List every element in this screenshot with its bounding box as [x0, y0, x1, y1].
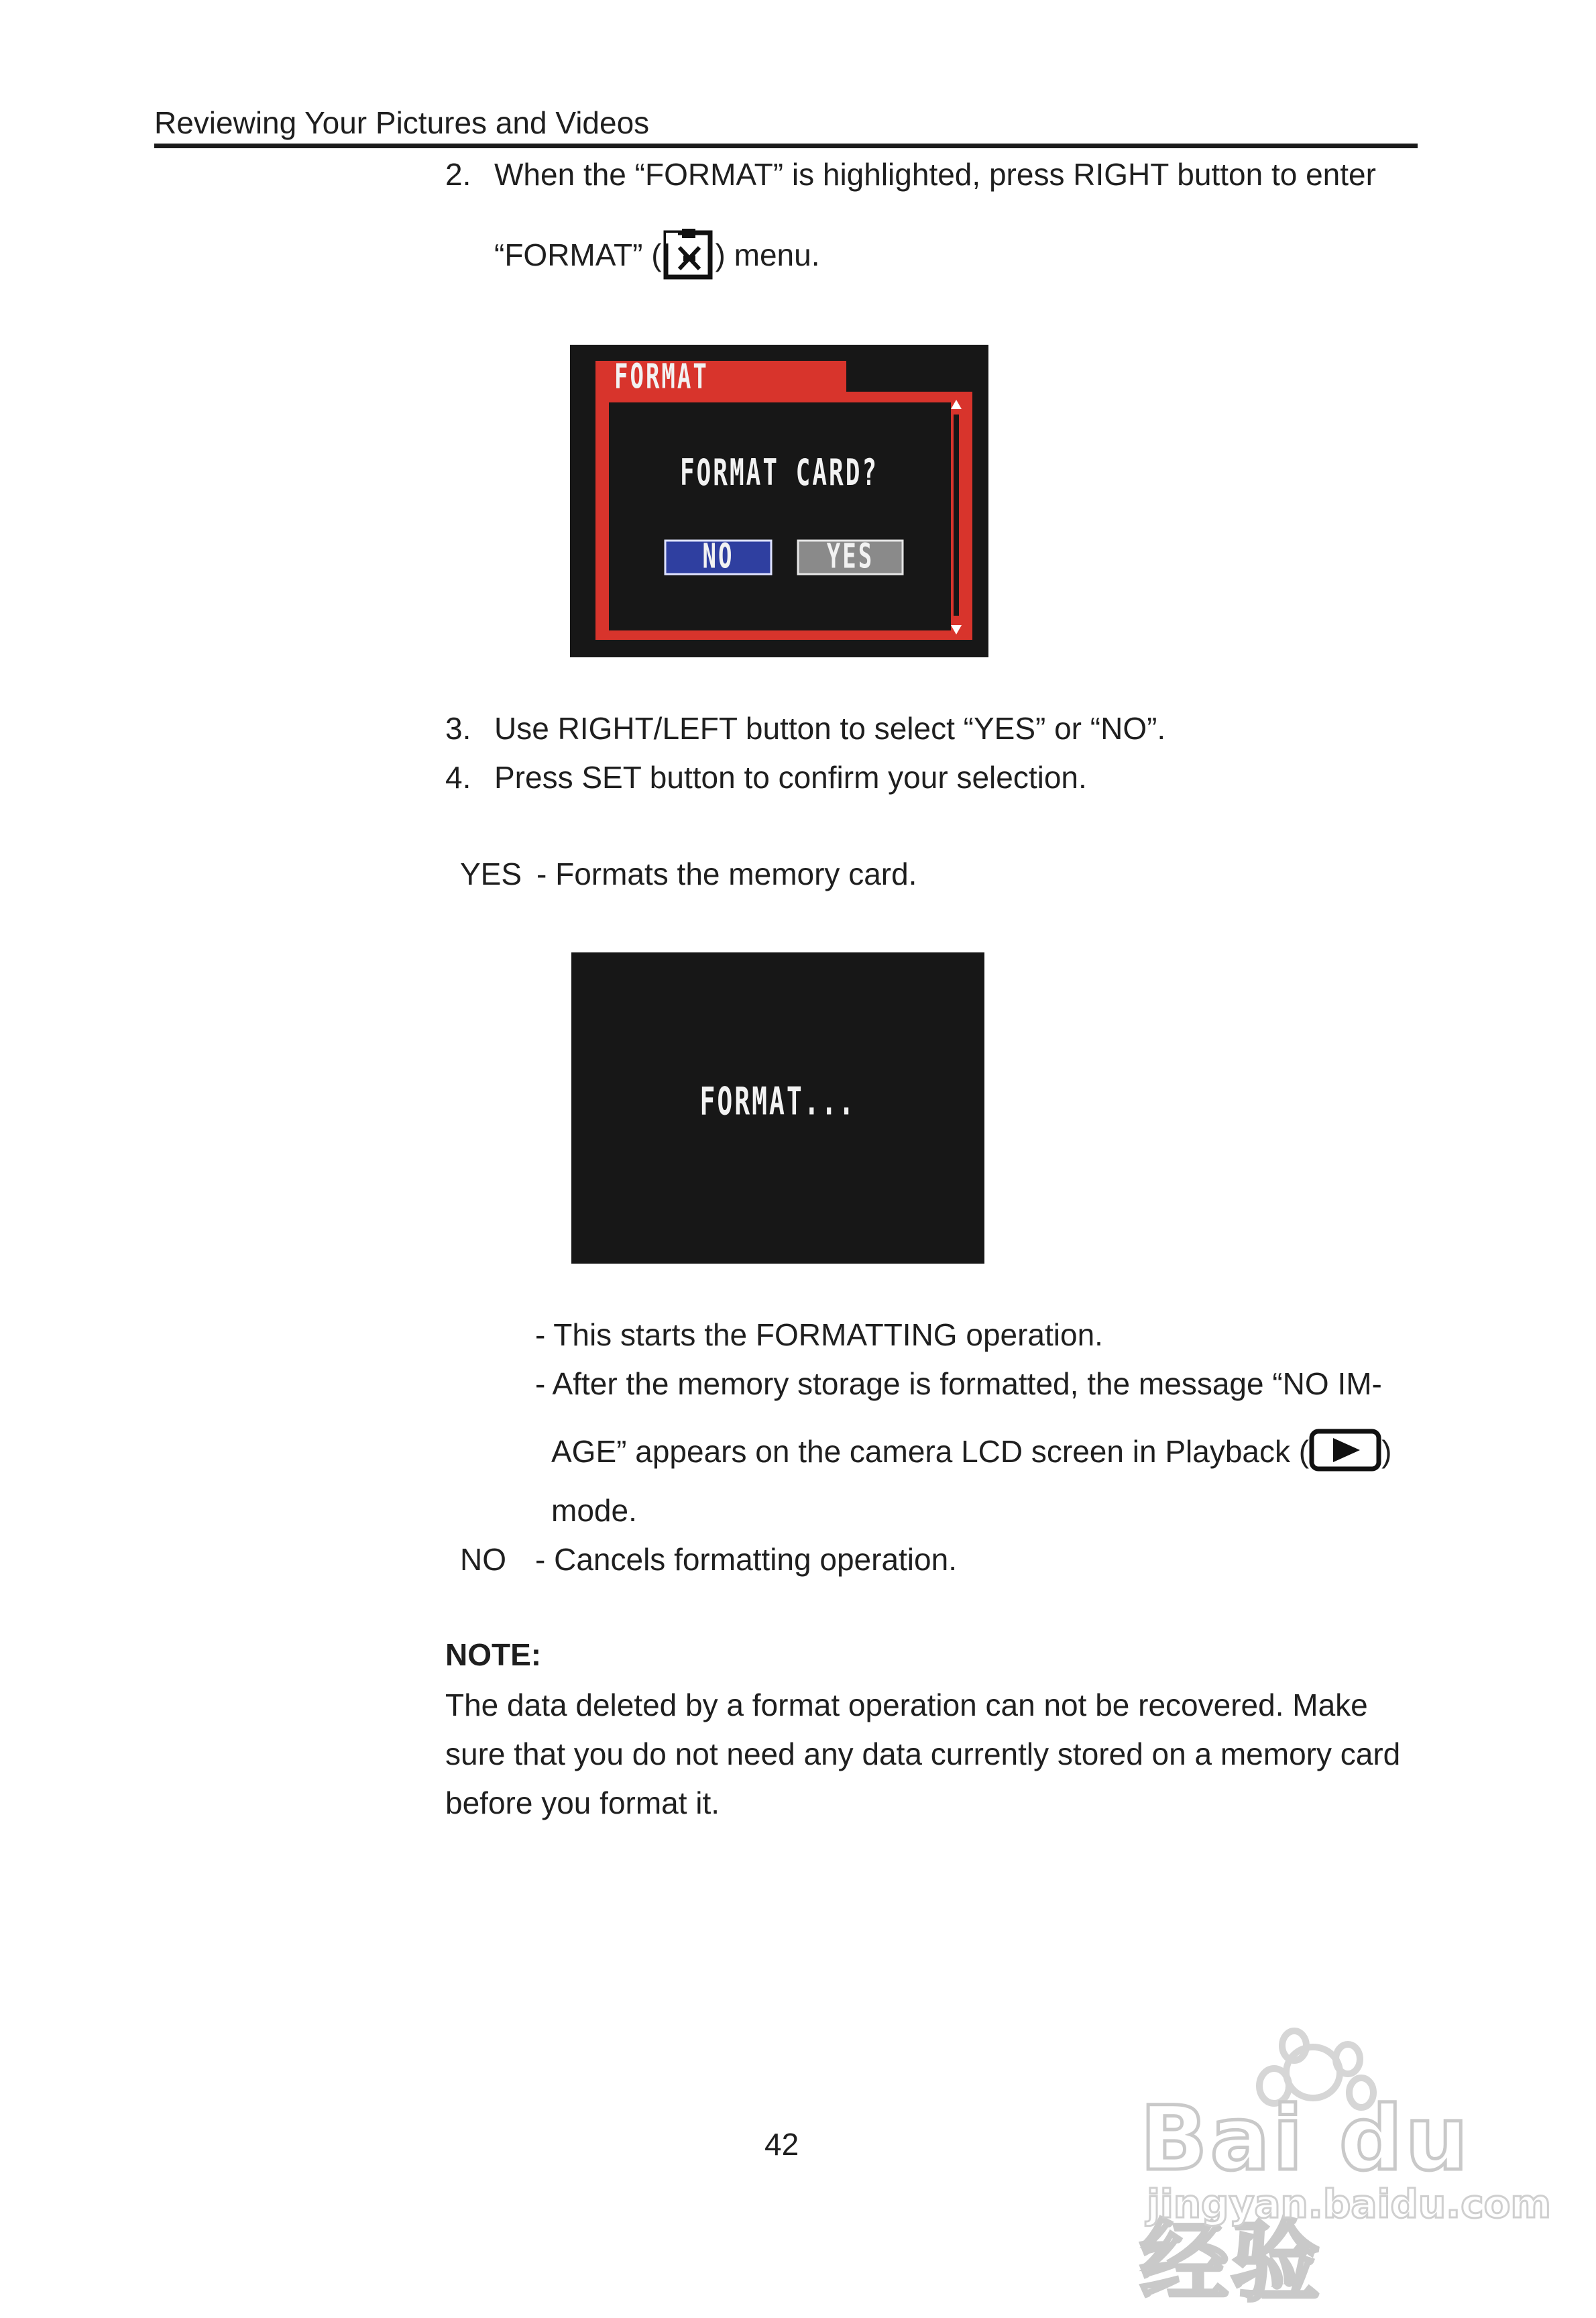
step-2-line-2 [494, 226, 819, 289]
step-4 [445, 759, 1087, 796]
note-title: NOTE: [445, 1637, 542, 1672]
step-3 [445, 710, 1165, 747]
page-header-title: Reviewing Your Pictures and Videos [154, 105, 650, 140]
step-number: 3. [445, 711, 471, 746]
yes-detail-1: - This starts the FORMATTING operation. [535, 1317, 1103, 1352]
step-text-pre: “FORMAT” ( [494, 237, 662, 273]
no-button[interactable]: NO [702, 537, 734, 577]
format-menu-title: FORMAT [614, 357, 709, 397]
yes-option-key: YES [460, 857, 522, 891]
watermark-brand: Bai du 经验 [1140, 2087, 1471, 2314]
yes-detail-2-end: mode. [551, 1493, 637, 1528]
step-number: 2. [445, 157, 471, 192]
yes-button[interactable]: YES [826, 537, 874, 577]
format-card-question: FORMAT CARD? [679, 452, 879, 494]
yes-detail-2-cont [551, 1429, 1391, 1480]
header-divider [154, 144, 1418, 148]
step-text: When the “FORMAT” is highlighted, press RIGHT button to enter [494, 157, 1376, 192]
page-number: 42 [764, 2127, 799, 2162]
detail-text-post: ) [1381, 1434, 1392, 1470]
detail-text-pre: AGE” appears on the camera LCD screen in Playback ( [551, 1434, 1310, 1470]
playback-icon [1309, 1429, 1381, 1480]
baidu-watermark [1140, 2026, 1551, 2314]
note-body [445, 1681, 1400, 1828]
no-option-key: NO [460, 1542, 506, 1577]
step-text: Use RIGHT/LEFT button to select “YES” or “NO”. [494, 711, 1166, 746]
step-text: Press SET button to confirm your selection. [494, 760, 1087, 795]
format-card-screen [570, 345, 988, 657]
no-option-desc: - Cancels formatting operation. [535, 1542, 957, 1577]
note-line: before you format it. [445, 1785, 720, 1820]
step-text-post: ) menu. [715, 237, 820, 273]
step-2 [445, 156, 1376, 193]
yes-detail-2: - After the memory storage is formatted, the message “NO IM- [535, 1366, 1382, 1401]
formatting-screen [571, 952, 984, 1264]
step-number: 4. [445, 760, 471, 795]
format-icon [662, 226, 716, 289]
note-line: sure that you do not need any data currently stored on a memory card [445, 1736, 1401, 1771]
yes-option-desc: - Formats the memory card. [536, 857, 917, 891]
watermark-url: jingyan.baidu.com [1147, 2181, 1551, 2227]
note-line: The data deleted by a format operation can not be recovered. Make [445, 1688, 1368, 1722]
formatting-message: FORMAT... [699, 1079, 856, 1123]
